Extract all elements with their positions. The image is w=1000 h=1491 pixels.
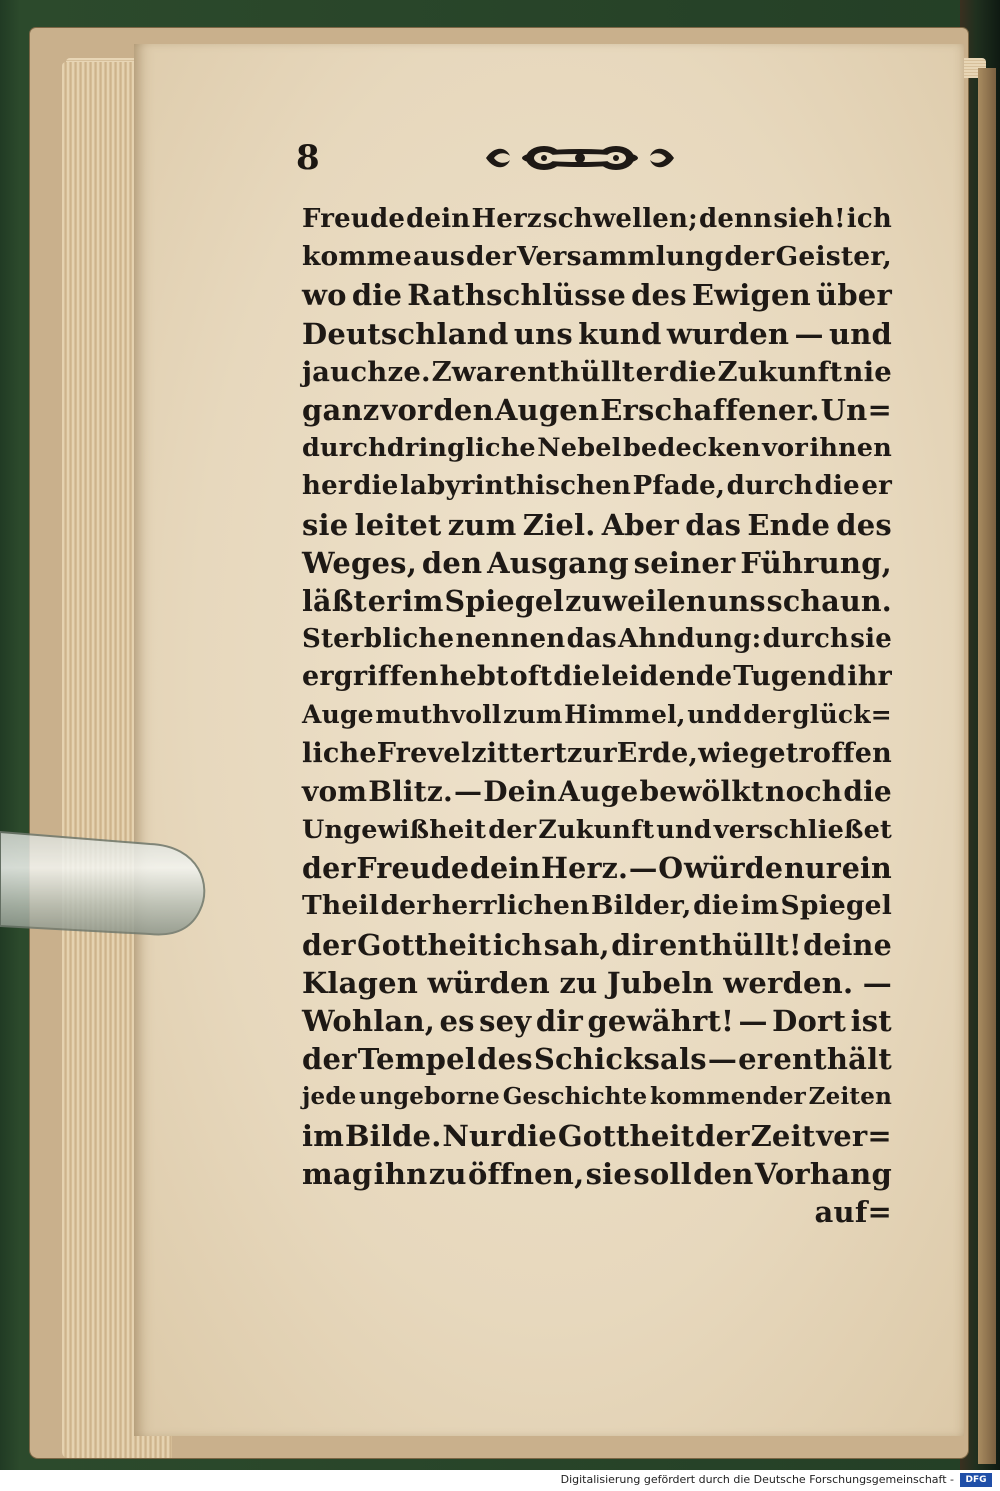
text-line: ganz vor den Augen Erschaffener. Un=	[302, 392, 892, 427]
text-line: ergriffen hebt oft die leidende Tugend ihr	[302, 661, 892, 693]
text-line: komme aus der Versammlung der Geister,	[302, 241, 892, 273]
text-line: mag ihn zu öffnen, sie soll den Vorhang	[302, 1156, 892, 1191]
text-line: durchdringliche Nebel bedecken vor ihnen	[302, 433, 892, 464]
text-line: wo die Rathschlüsse des Ewigen über	[302, 278, 892, 313]
text-line: Weges, den Ausgang seiner Führung,	[302, 545, 892, 580]
text-line: Ungewißheit der Zukunft und verschließet	[302, 815, 892, 845]
text-line: der Freude dein Herz. — O würde nur ein	[302, 851, 892, 886]
text-line: Theil der herrlichen Bilder, die im Spiegel	[302, 890, 892, 922]
text-line: Wohlan, es sey dir gewährt! — Dort ist	[302, 1003, 892, 1038]
text-line: sie leitet zum Ziel. Aber das Ende des	[302, 507, 892, 542]
text-line: der Gottheit ich sah, dir enthüllt! deine	[302, 927, 892, 962]
page-number: 8	[296, 138, 320, 178]
footer-credit: Digitalisierung gefördert durch die Deutsche Forschungsgemeinschaft -	[560, 1473, 954, 1486]
text-line: liche Frevel zittert zur Erde, wie getroffen	[302, 737, 892, 769]
dfg-logo: DFG	[960, 1473, 992, 1487]
footer-bar	[0, 1470, 1000, 1491]
text-line: Freude dein Herz schwellen; denn sieh! ich	[302, 204, 892, 234]
text-line: Auge muthvoll zum Himmel, und der glück=	[302, 700, 892, 730]
text-line: jede ungeborne Geschichte kommender Zeiten	[302, 1083, 892, 1111]
text-line: Sterbliche nennen das Ahndung: durch sie	[302, 624, 892, 655]
page-right-edge	[978, 68, 996, 1464]
bookmark-clip	[0, 830, 210, 942]
text-line: läßt er im Spiegel zuweilen uns schaun.	[302, 583, 892, 618]
text-line: Deutschland uns kund wurden — und	[302, 316, 892, 351]
ornament-icon	[480, 138, 680, 178]
catchword: auf=	[814, 1194, 892, 1229]
text-line: der Tempel des Schicksals — er enthält	[302, 1042, 892, 1077]
text-line: Klagen würden zu Jubeln werden. —	[302, 965, 892, 1000]
text-line: her die labyrinthischen Pfade, durch die er	[302, 471, 892, 502]
text-line: jauchze. Zwar enthüllt er die Zukunft nie	[302, 355, 892, 388]
text-line: im Bilde. Nur die Gottheit der Zeit ver=	[302, 1118, 892, 1153]
text-line: vom Blitz. — Dein Auge bewölkt noch die	[302, 774, 892, 808]
body-text	[302, 200, 892, 1231]
